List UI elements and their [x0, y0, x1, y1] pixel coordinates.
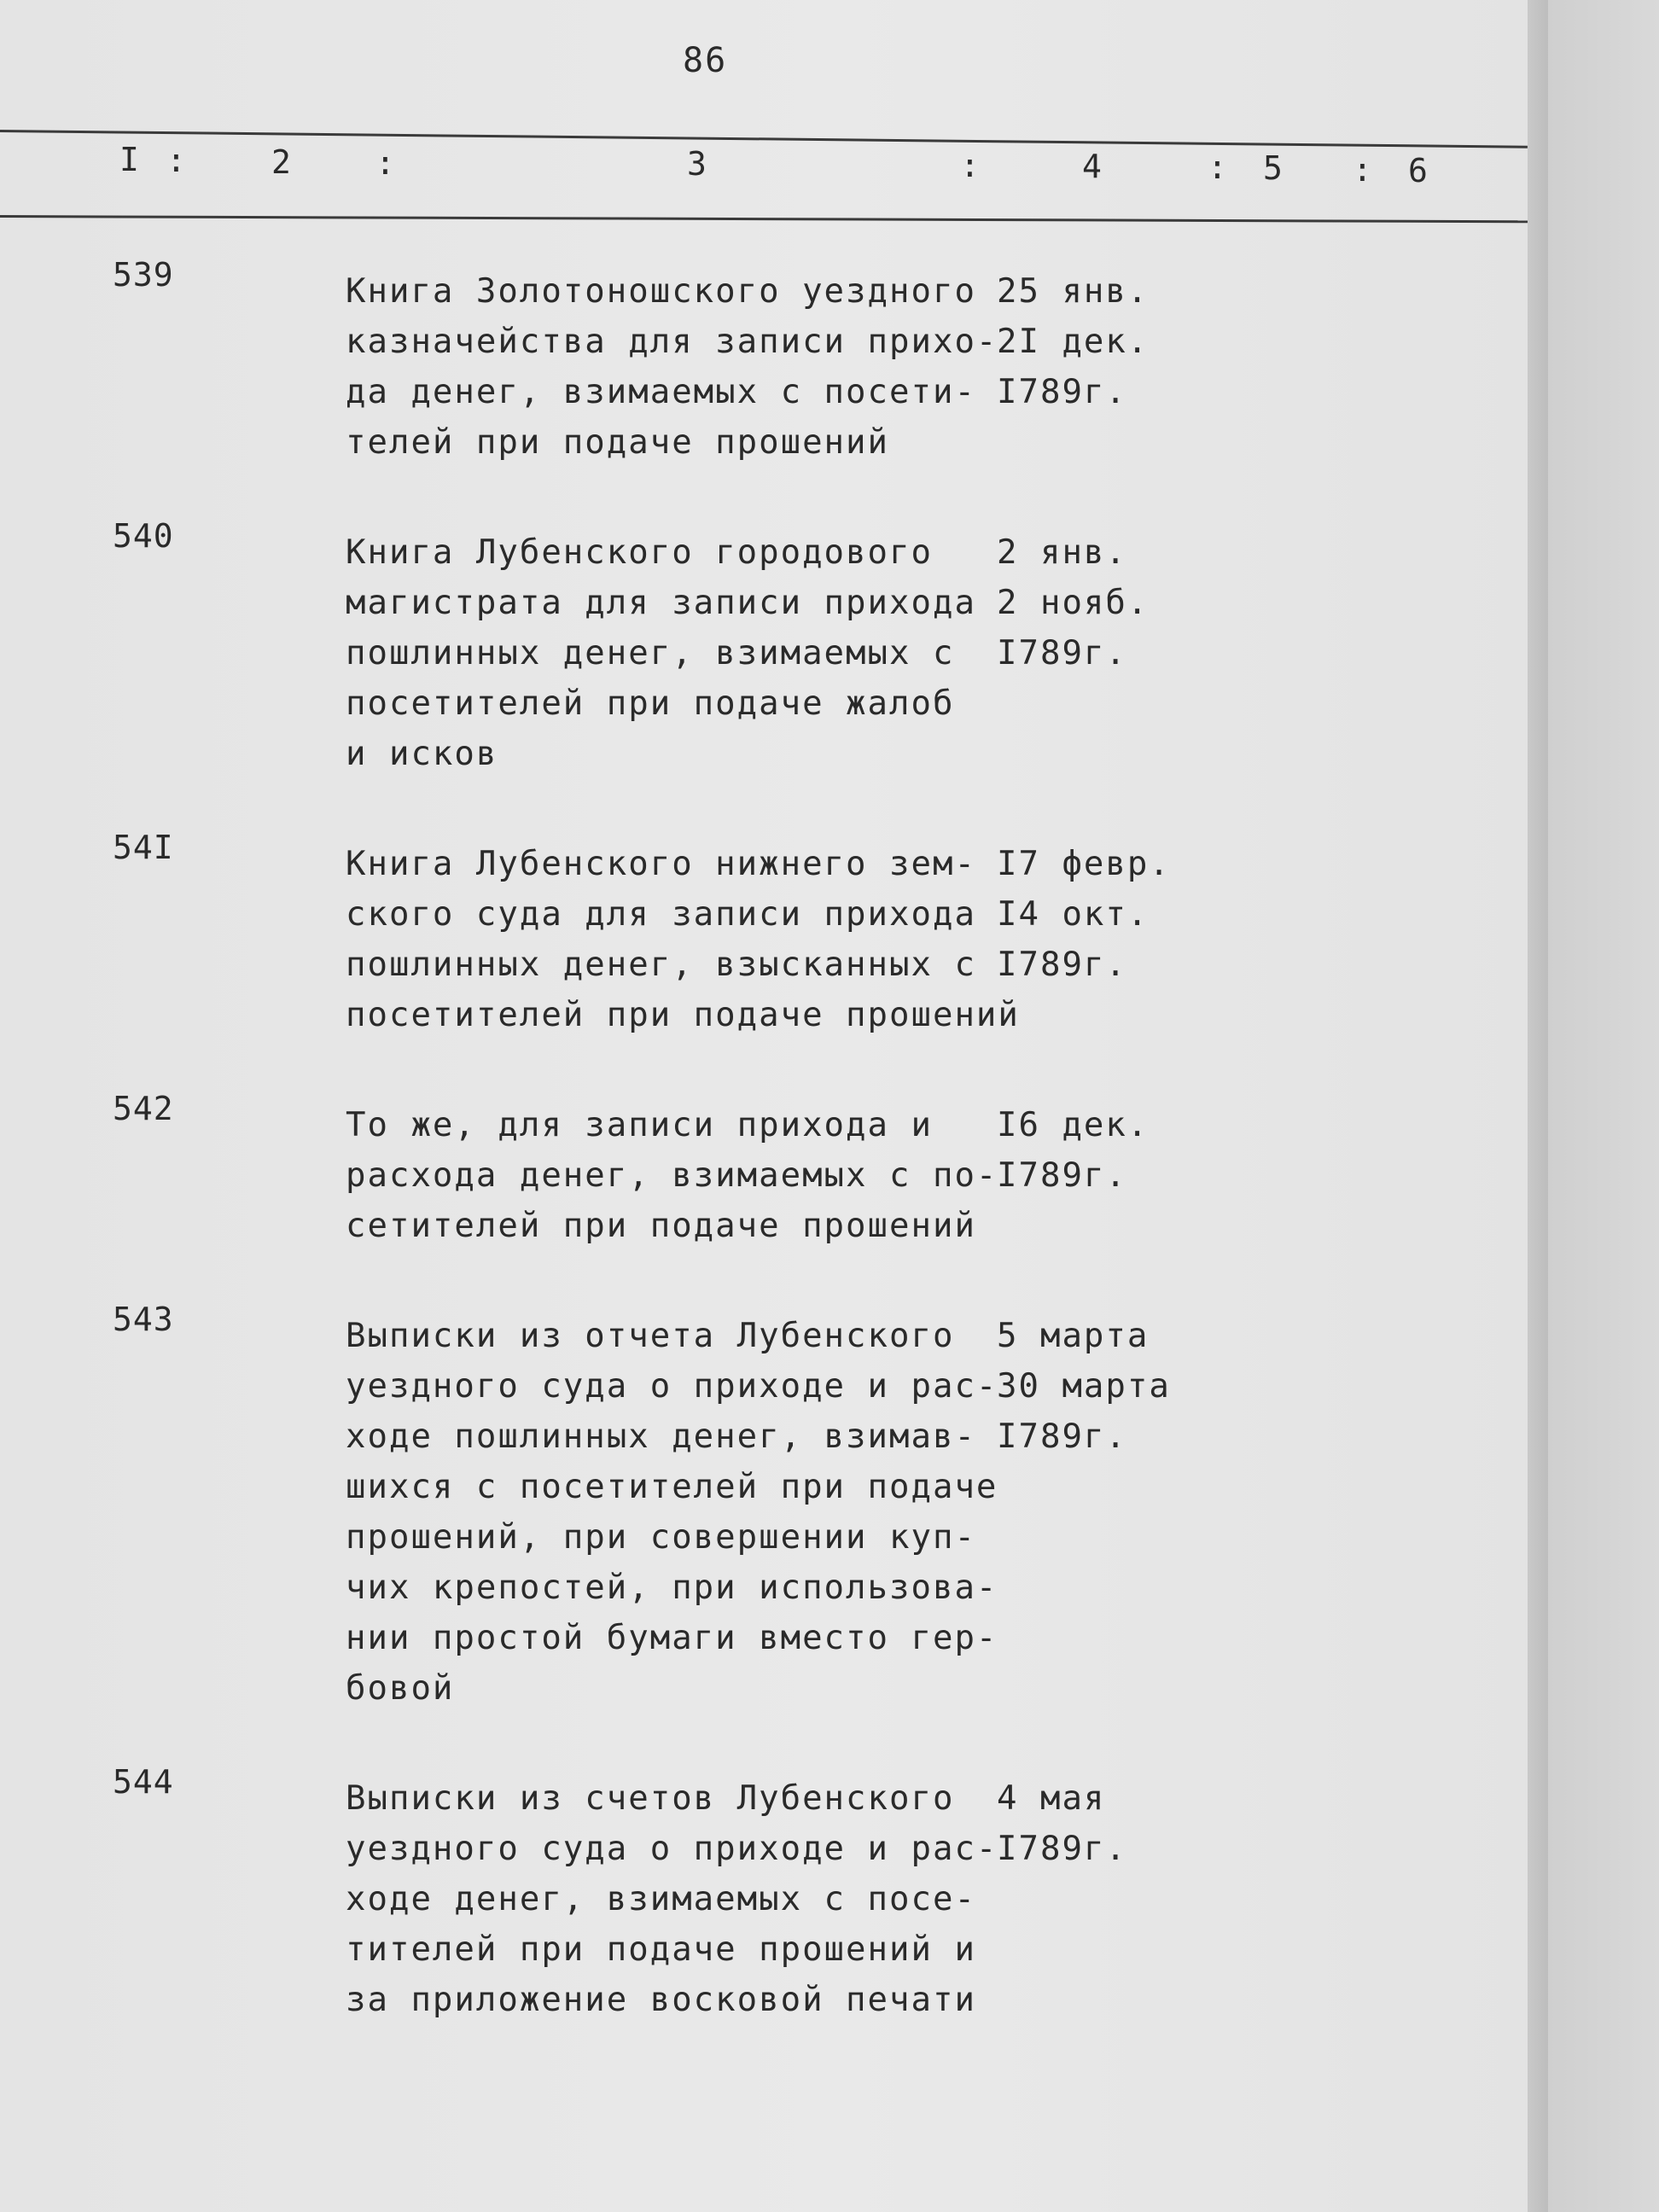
record-description	[346, 1773, 1011, 2025]
record-number: 542	[113, 1090, 174, 1127]
date-line: 25 янв.	[997, 272, 1150, 311]
description-line: за приложение восковой печати	[346, 1981, 976, 2019]
record-description	[346, 266, 1011, 468]
date-line: I789г.	[997, 1830, 1127, 1868]
record-number: 539	[113, 256, 174, 294]
description-line: Книга Золотоношского уездного	[346, 272, 976, 311]
description-line: ходе денег, взимаемых с посе-	[346, 1880, 976, 1918]
record-description	[346, 1100, 1011, 1251]
background-surface	[1548, 0, 1659, 2212]
description-line: тителей при подаче прошений и	[346, 1930, 976, 1969]
description-line: Выписки из счетов Лубенского	[346, 1779, 955, 1818]
record-entry	[0, 1301, 1528, 1714]
description-line: бовой	[346, 1669, 455, 1708]
description-line: уездного суда о приходе и рас-	[346, 1367, 998, 1406]
record-entry	[0, 1090, 1528, 1251]
column-number: 4	[1082, 147, 1102, 185]
description-line: прошений, при совершении куп-	[346, 1518, 976, 1557]
record-entry	[0, 829, 1528, 1040]
date-line: 5 марта	[997, 1317, 1150, 1355]
record-number: 54I	[113, 829, 174, 866]
record-dates	[997, 1100, 1219, 1201]
date-line: I4 окт.	[997, 895, 1150, 934]
column-number: 6	[1408, 152, 1428, 189]
record-dates	[997, 266, 1219, 417]
description-line: да денег, взимаемых с посети-	[346, 373, 976, 411]
record-dates	[997, 1311, 1219, 1462]
description-line: пошлинных денег, взимаемых с	[346, 634, 955, 672]
record-dates	[997, 1773, 1219, 1874]
description-line: ского суда для записи прихода	[346, 895, 976, 934]
description-line: чих крепостей, при использова-	[346, 1569, 998, 1607]
record-dates	[997, 527, 1219, 678]
record-number: 540	[113, 517, 174, 555]
record-entry	[0, 1763, 1528, 2025]
column-number: 2	[271, 143, 291, 181]
date-line: 2 янв.	[997, 533, 1127, 572]
column-number: 5	[1263, 149, 1283, 188]
record-description	[346, 527, 1011, 779]
date-line: I789г.	[997, 946, 1127, 984]
date-line: I7 февр.	[997, 845, 1171, 883]
description-line: нии простой бумаги вместо гер-	[346, 1619, 998, 1657]
date-line: I789г.	[997, 373, 1127, 411]
record-description	[346, 839, 1020, 1040]
date-line: 2I дек.	[997, 323, 1150, 361]
column-separator: :	[375, 143, 395, 182]
description-line: и исков	[346, 735, 498, 773]
column-separator: :	[166, 142, 186, 180]
description-line: Выписки из отчета Лубенского	[346, 1317, 955, 1355]
column-separator: :	[1208, 148, 1227, 187]
column-separator: :	[1353, 150, 1372, 189]
record-dates	[997, 839, 1219, 990]
description-line: телей при подаче прошений	[346, 423, 889, 462]
column-number: I	[119, 141, 139, 178]
description-line: магистрата для записи прихода	[346, 584, 976, 622]
description-line: казначейства для записи прихо-	[346, 323, 998, 361]
column-separator: :	[960, 146, 980, 184]
record-number: 544	[113, 1763, 174, 1801]
description-line: расхода денег, взимаемых с по-	[346, 1156, 998, 1195]
date-line: I6 дек.	[997, 1106, 1150, 1144]
column-number: 3	[687, 145, 707, 183]
description-line: сетителей при подаче прошений	[346, 1207, 976, 1245]
description-line: посетителей при подаче жалоб	[346, 684, 955, 723]
record-entry	[0, 517, 1528, 779]
date-line: I789г.	[997, 634, 1127, 672]
description-line: Книга Лубенского городового	[346, 533, 933, 572]
inventory-records	[0, 256, 1528, 2075]
description-line: Книга Лубенского нижнего зем-	[346, 845, 976, 883]
page-number: 86	[683, 41, 728, 80]
record-entry	[0, 256, 1528, 468]
description-line: ходе пошлинных денег, взимав-	[346, 1417, 976, 1456]
record-number: 543	[113, 1301, 174, 1338]
description-line: посетителей при подаче прошений	[346, 996, 1020, 1034]
date-line: I789г.	[997, 1417, 1127, 1456]
description-line: уездного суда о приходе и рас-	[346, 1830, 998, 1868]
description-line: пошлинных денег, взысканных с	[346, 946, 976, 984]
date-line: 4 мая	[997, 1779, 1106, 1818]
date-line: I789г.	[997, 1156, 1127, 1195]
description-line: То же, для записи прихода и	[346, 1106, 933, 1144]
date-line: 2 нояб.	[997, 584, 1150, 622]
description-line: шихся с посетителей при подаче	[346, 1468, 998, 1506]
record-description	[346, 1311, 1011, 1714]
date-line: 30 марта	[997, 1367, 1171, 1406]
page-edge	[1528, 0, 1548, 2212]
